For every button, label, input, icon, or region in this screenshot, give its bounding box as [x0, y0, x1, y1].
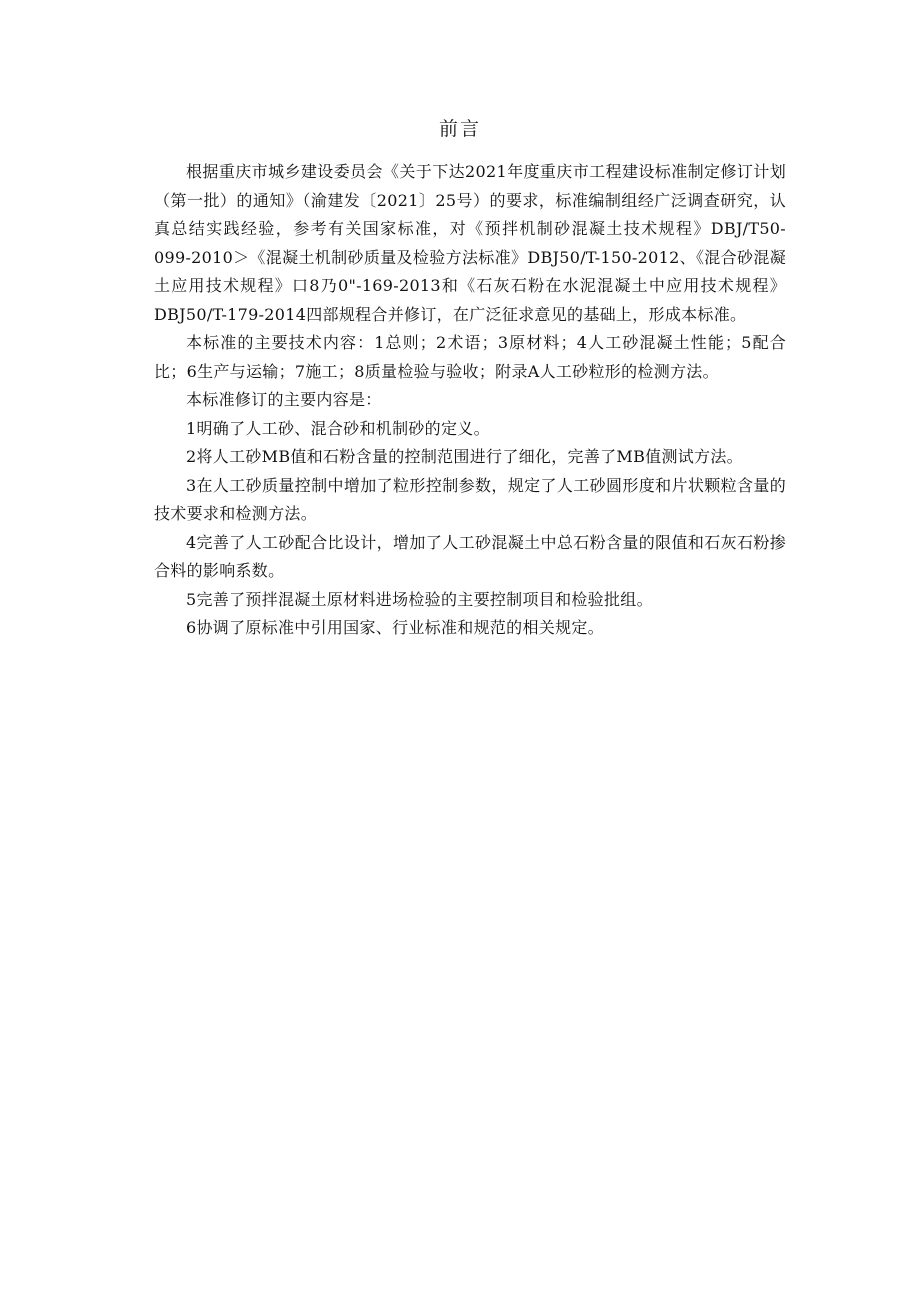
list-item: 5完善了预拌混凝土原材料进场检验的主要控制项目和检验批组。 [186, 589, 653, 609]
list-item: 3在人工砂质量控制中增加了粒形控制参数，规定了人工砂圆形度和片状颗粒含量的技术要求和检测方法。 [154, 475, 786, 523]
document-body [154, 158, 786, 643]
paragraph-revision-intro: 本标准修订的主要内容是： [186, 390, 382, 409]
list-item: 1明确了人工砂、混合砂和机制砂的定义。 [186, 418, 490, 438]
paragraph-main-contents: 本标准的主要技术内容：1总则；2术语；3原材料；4人工砂混凝土性能；5配合比；6生产与运输；7施工；8质量检验与验收；附录A人工砂粒形的检测方法。 [154, 333, 786, 381]
list-item: 4完善了人工砂配合比设计，增加了人工砂混凝土中总石粉含量的限值和石灰石粉掺合料的影响系数。 [154, 532, 786, 580]
list-item: 2将人工砂MB值和石粉含量的控制范围进行了细化，完善了MB值测试方法。 [186, 447, 743, 466]
paragraph-background: 根据重庆市城乡建设委员会《关于下达2021年度重庆市工程建设标准制定修订计划（第一批）的通知》（渝建发〔2021〕25号）的要求，标准编制组经广泛调查研究，认真总结实践经验，参考有关国家标准，对《预拌机制砂混凝土技术规程》DBJ/T50-099-2010＞《混凝土机制砂质量及检验方法标准》DBJ50/T-150-2012、《混合砂混凝土应用技术规程》口8乃0"-169-2013和《石灰石粉在水泥混凝土中应用技术规程》DBJ50/T-179-2014四部规程合并修订，在广泛征求意见的基础上，形成本标准。 [154, 162, 786, 324]
page-title: 前言 [438, 118, 481, 140]
list-item: 6协调了原标准中引用国家、行业标准和规范的相关规定。 [186, 618, 604, 637]
